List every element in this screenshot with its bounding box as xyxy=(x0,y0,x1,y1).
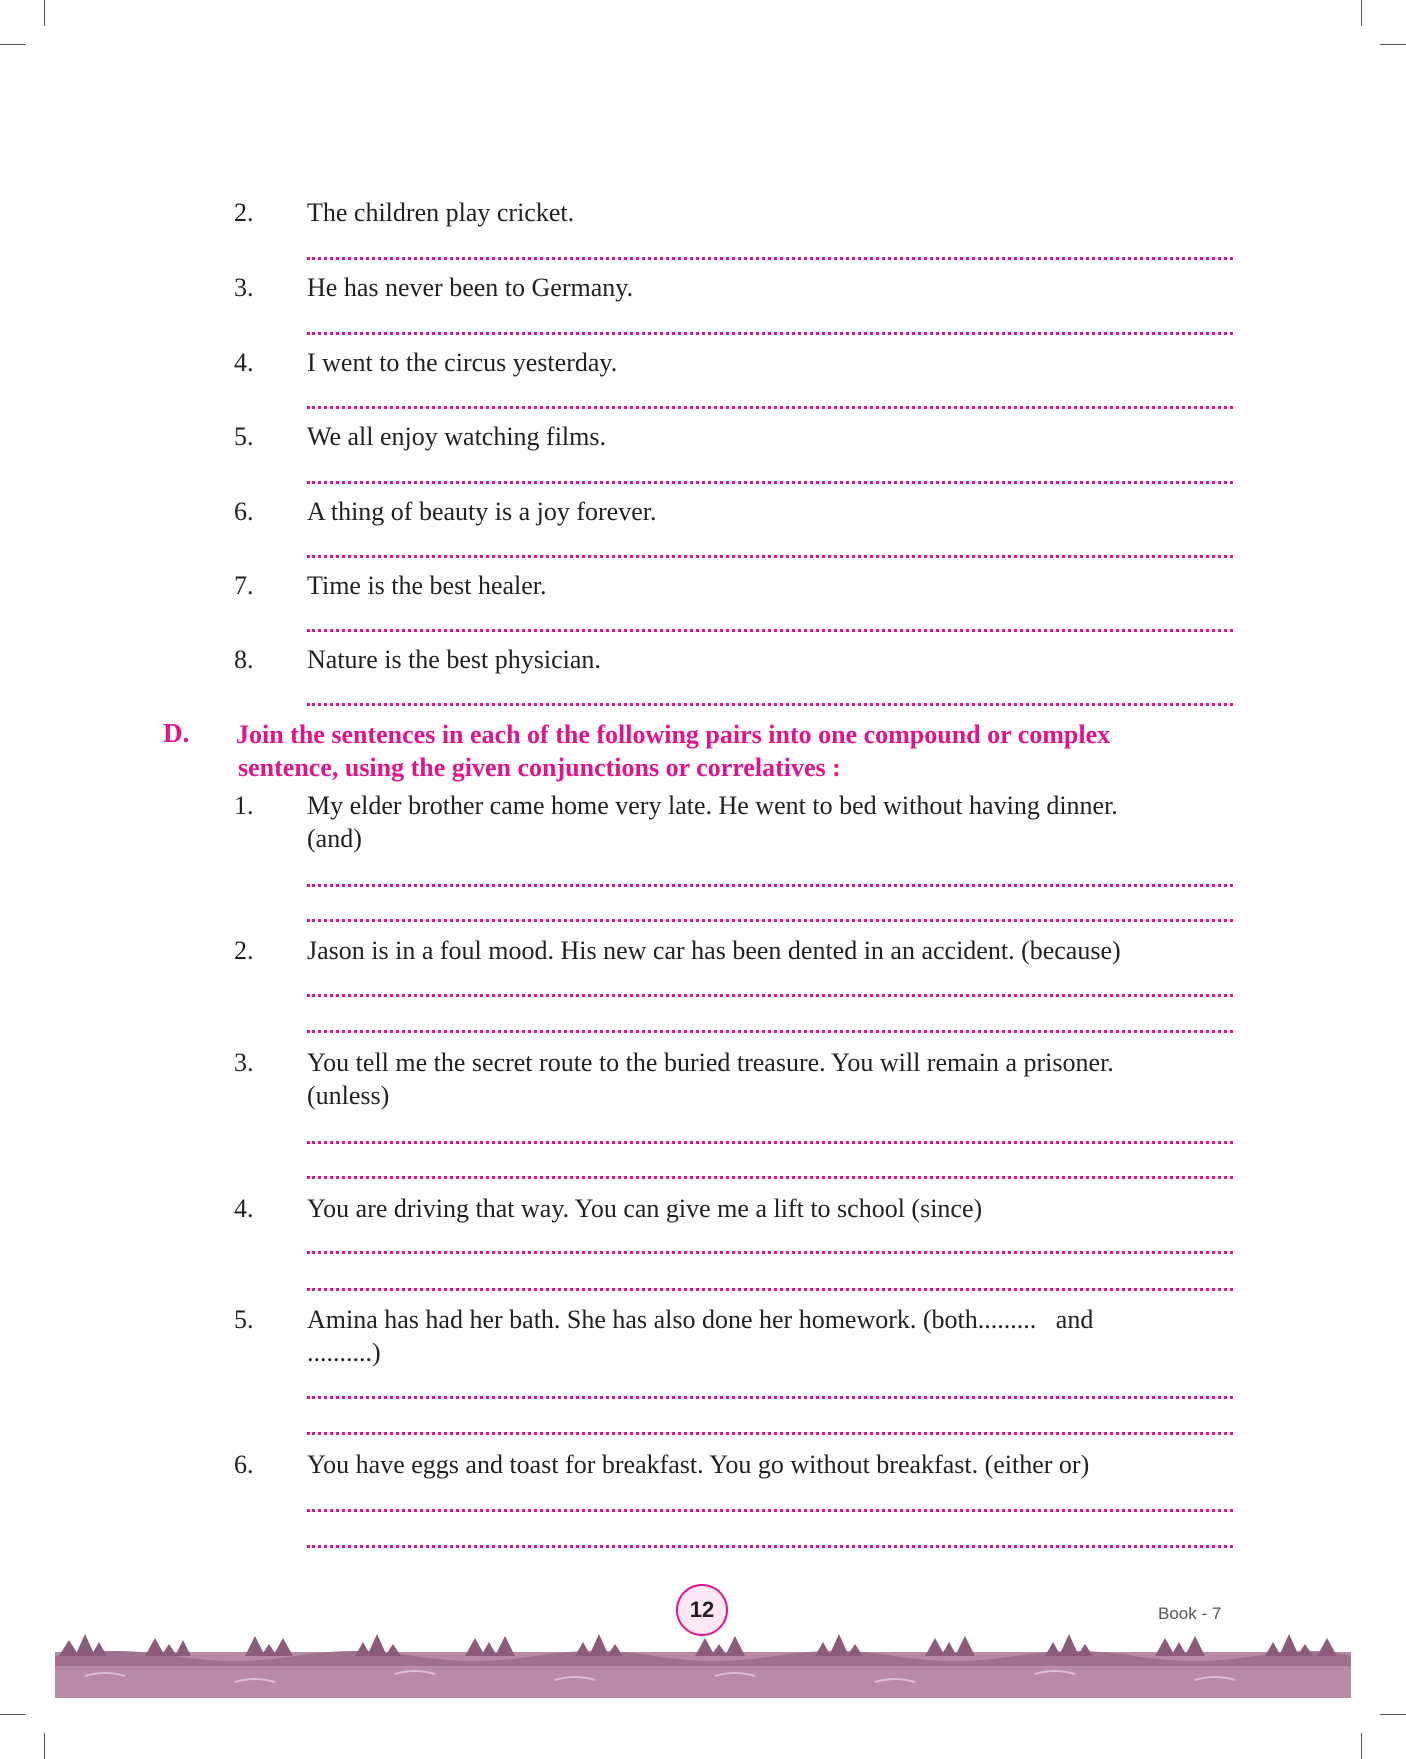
crop-mark xyxy=(1380,44,1406,45)
answer-line[interactable] xyxy=(307,332,1233,335)
item-number: 2. xyxy=(234,936,254,965)
item-line: My elder brother came home very late. He went to bed without having dinner. xyxy=(307,791,1118,820)
answer-line[interactable] xyxy=(307,555,1233,558)
instruction-line: Join the sentences in each of the following pairs into one compound or complex xyxy=(236,720,1111,749)
answer-line[interactable] xyxy=(307,1396,1233,1399)
item-sentence: You have eggs and toast for breakfast. You go without breakfast. (either or) xyxy=(307,1450,1090,1479)
item-number: 1. xyxy=(234,791,254,820)
crop-mark xyxy=(1361,0,1362,26)
instruction-line: sentence, using the given conjunctions or correlatives : xyxy=(238,753,841,782)
answer-line[interactable] xyxy=(307,406,1233,409)
item-number: 8. xyxy=(234,645,254,674)
book-label: Book - 7 xyxy=(1158,1604,1222,1623)
answer-line[interactable] xyxy=(307,1545,1233,1548)
item-sentence: Time is the best healer. xyxy=(307,571,547,600)
item-sentence: Nature is the best physician. xyxy=(307,645,601,674)
item-sentence: A thing of beauty is a joy forever. xyxy=(307,497,657,526)
item-line: (unless) xyxy=(307,1081,390,1110)
page-number: 12 xyxy=(676,1584,728,1636)
answer-line[interactable] xyxy=(307,703,1233,706)
section-letter: D. xyxy=(163,718,190,748)
answer-line[interactable] xyxy=(307,1251,1233,1254)
answer-line[interactable] xyxy=(307,1141,1233,1144)
item-number: 5. xyxy=(234,422,254,451)
answer-line[interactable] xyxy=(307,629,1233,632)
item-line: Amina has had her bath. She has also done her homework. (both......... and xyxy=(307,1305,1094,1334)
crop-mark xyxy=(0,44,26,45)
answer-line[interactable] xyxy=(307,1030,1233,1033)
item-number: 4. xyxy=(234,348,254,377)
item-sentence: Jason is in a foul mood. His new car has been dented in an accident. (because) xyxy=(307,936,1121,965)
item-sentence: We all enjoy watching films. xyxy=(307,422,606,451)
crop-mark xyxy=(1380,1714,1406,1715)
item-line: You tell me the secret route to the buried treasure. You will remain a prisoner. xyxy=(307,1048,1114,1077)
item-sentence: He has never been to Germany. xyxy=(307,273,634,302)
item-number: 2. xyxy=(234,198,254,227)
answer-line[interactable] xyxy=(307,1176,1233,1179)
answer-line[interactable] xyxy=(307,481,1233,484)
answer-line[interactable] xyxy=(307,919,1233,922)
item-number: 3. xyxy=(234,1048,254,1077)
item-line: ..........) xyxy=(307,1338,381,1367)
crop-mark xyxy=(44,1733,45,1759)
answer-line[interactable] xyxy=(307,1509,1233,1512)
item-number: 4. xyxy=(234,1194,254,1223)
item-line: (and) xyxy=(307,824,362,853)
crop-mark xyxy=(1361,1733,1362,1759)
item-number: 7. xyxy=(234,571,254,600)
item-sentence: The children play cricket. xyxy=(307,198,575,227)
crop-mark xyxy=(0,1714,26,1715)
item-number: 5. xyxy=(234,1305,254,1334)
answer-line[interactable] xyxy=(307,1288,1233,1291)
item-number: 6. xyxy=(234,497,254,526)
section-instruction xyxy=(236,718,1246,784)
item-number: 3. xyxy=(234,273,254,302)
answer-line[interactable] xyxy=(307,1432,1233,1435)
item-sentence xyxy=(307,789,1243,855)
answer-line[interactable] xyxy=(307,994,1233,997)
item-sentence: You are driving that way. You can give me a lift to school (since) xyxy=(307,1194,983,1223)
answer-line[interactable] xyxy=(307,884,1233,887)
answer-line[interactable] xyxy=(307,257,1233,260)
item-sentence: I went to the circus yesterday. xyxy=(307,348,618,377)
item-number: 6. xyxy=(234,1450,254,1479)
crop-mark xyxy=(44,0,45,26)
item-sentence xyxy=(307,1303,1243,1369)
item-sentence xyxy=(307,1046,1243,1112)
